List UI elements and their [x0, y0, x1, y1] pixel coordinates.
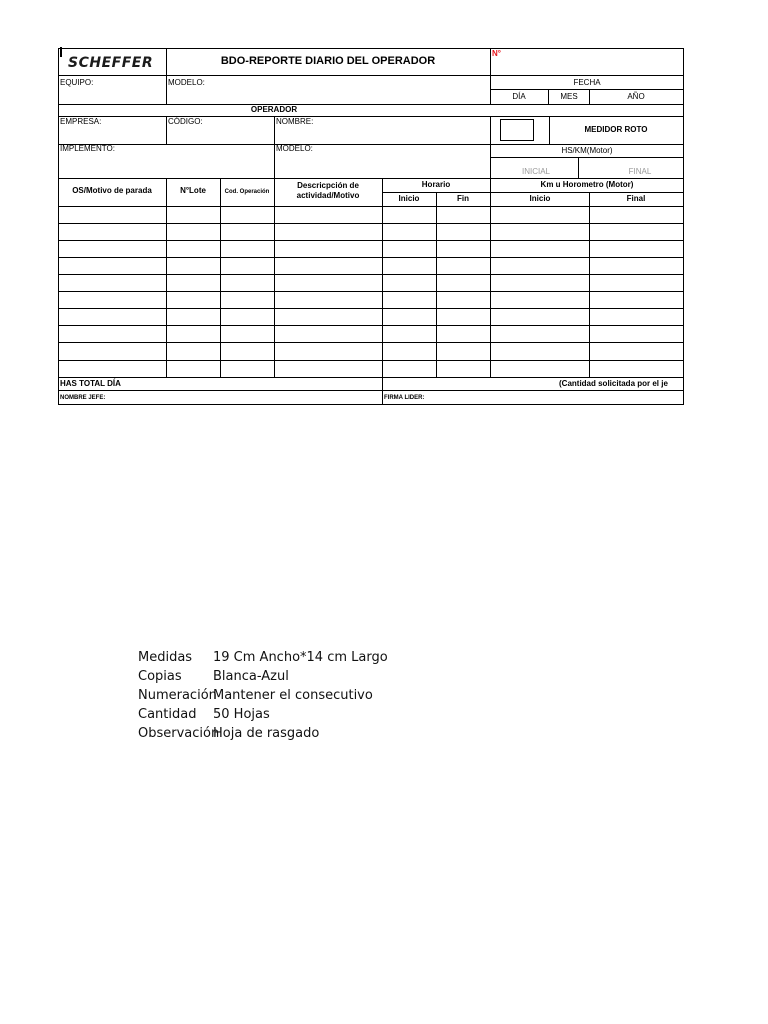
hs-km-label: HS/KM(Motor): [561, 146, 613, 155]
operador-label: OPERADOR: [250, 105, 298, 114]
spec-value: 19 Cm Ancho*14 cm Largo: [213, 650, 388, 665]
modelo-label: MODELO:: [168, 78, 205, 87]
horario-fin-header: Fin: [457, 194, 469, 203]
cantidad-note: (Cantidad solicitada por el je: [559, 379, 668, 388]
medidor-roto-checkbox[interactable]: [500, 119, 534, 141]
scheffer-logo: SCHEFFER: [68, 55, 154, 71]
horario-inicio-header: Inicio: [398, 194, 420, 203]
has-total-label: HAS TOTAL DÍA: [60, 379, 121, 388]
empresa-label: EMPRESA:: [60, 117, 102, 126]
medidor-roto-label: MEDIDOR ROTO: [584, 125, 648, 134]
ano-label: AÑO: [627, 92, 645, 101]
modelo-implemento-label: MODELO:: [276, 144, 313, 153]
spec-value: Mantener el consecutivo: [213, 688, 373, 703]
km-inicio-header: Inicio: [529, 194, 551, 203]
form-title: BDO-REPORTE DIARIO DEL OPERADOR: [220, 55, 436, 67]
mes-label: MES: [560, 92, 578, 101]
inicial-label: INICIAL: [521, 167, 551, 176]
logo-mark: [60, 47, 62, 57]
col-lote-header: N°Lote: [180, 186, 206, 195]
spec-label: Observación: [138, 726, 220, 741]
fecha-label: FECHA: [573, 78, 601, 87]
form-number-label: N°: [492, 49, 501, 58]
spec-value: 50 Hojas: [213, 707, 270, 722]
col-os-header: OS/Motivo de parada: [72, 186, 152, 195]
col-cod-header: Cod. Operación: [224, 189, 270, 195]
firma-lider-label: FIRMA LIDER:: [384, 395, 425, 401]
codigo-label: CÓDIGO:: [168, 117, 203, 126]
nombre-jefe-label: NOMBRE JEFE:: [60, 395, 106, 401]
spec-label: Copias: [138, 669, 182, 684]
implemento-label: IMPLEMENTO:: [60, 144, 115, 153]
spec-label: Medidas: [138, 650, 193, 665]
spec-value: Hoja de rasgado: [213, 726, 320, 741]
km-header: Km u Horometro (Motor): [540, 180, 634, 189]
horario-header: Horario: [421, 180, 451, 189]
dia-label: DÍA: [512, 92, 526, 101]
col-desc-header-1: Descricpción de: [297, 181, 359, 190]
spec-label: Numeración: [138, 688, 217, 703]
final-label: FINAL: [628, 167, 652, 176]
col-desc-header-2: actividad/Motivo: [296, 191, 360, 200]
spec-label: Cantidad: [138, 707, 197, 722]
equipo-label: EQUIPO:: [60, 78, 94, 87]
spec-value: Blanca-Azul: [213, 669, 289, 684]
km-final-header: Final: [626, 194, 646, 203]
nombre-label: NOMBRE:: [276, 117, 314, 126]
